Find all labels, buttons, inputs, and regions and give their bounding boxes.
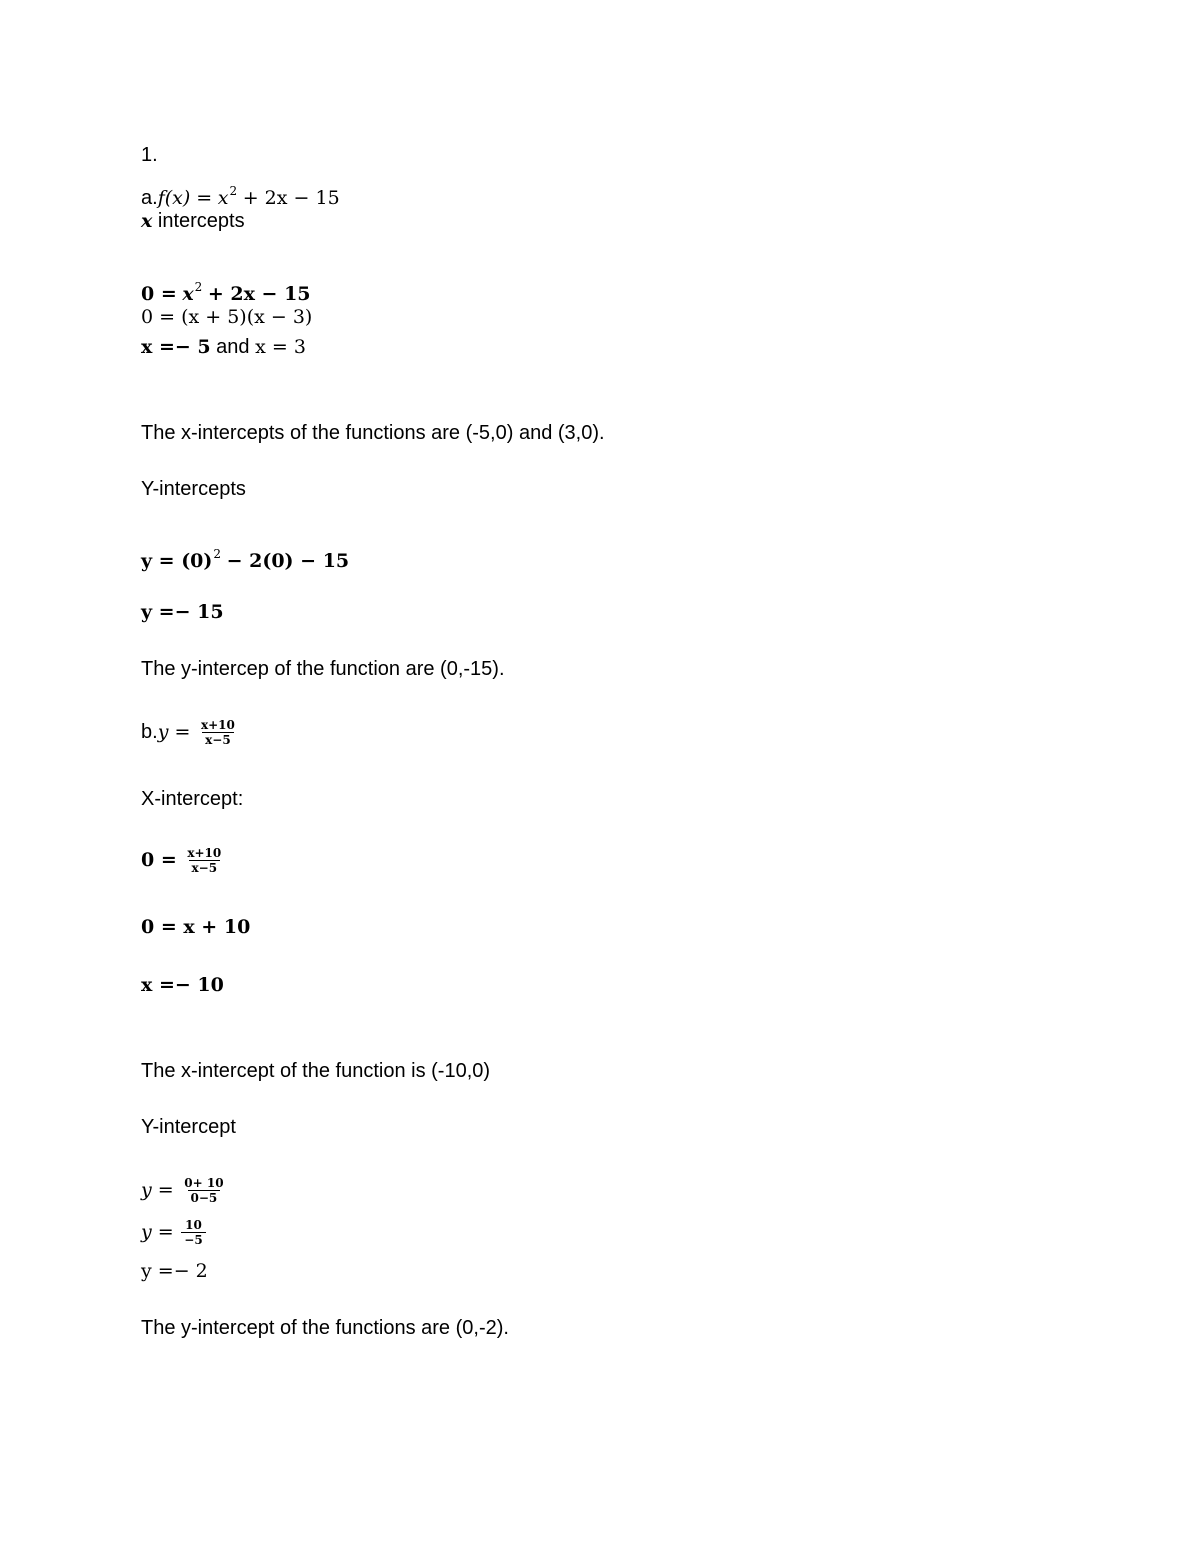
- step-3: [141, 334, 306, 360]
- part-b-fraction: [198, 718, 238, 747]
- step-3-a: x =− 5: [141, 336, 211, 358]
- y-step-1: [141, 541, 349, 574]
- problem-number: 1.: [141, 144, 158, 166]
- x-intercept-statement: The x-intercept of the function is (-10,0): [141, 1060, 491, 1082]
- step-1-rest: + 2x − 15: [207, 283, 311, 305]
- x-intercepts-heading: [141, 208, 245, 234]
- y-intercept-statement: The y-intercep of the function are (0,-15).: [141, 658, 505, 680]
- x-intercepts-statement: The x-intercepts of the functions are (-5,0) and (3,0).: [141, 422, 605, 444]
- b-y-step-3: y =− 2: [141, 1260, 208, 1282]
- x-intercepts-label: intercepts: [152, 210, 245, 232]
- b-step-1-numerator: x+10: [187, 846, 222, 860]
- step-3-b: x = 3: [255, 336, 306, 358]
- part-b-denominator: x−5: [202, 732, 234, 747]
- y-intercept-final: The y-intercept of the functions are (0,-2).: [141, 1317, 509, 1339]
- x-intercept-heading: X-intercept:: [141, 788, 244, 810]
- b-step-1-lhs: 0 =: [141, 848, 177, 871]
- x-variable: x: [141, 210, 153, 232]
- part-a-x: x: [217, 187, 229, 209]
- part-a-label: a.: [141, 187, 158, 209]
- b-y-step-1-lhs: y =: [141, 1178, 174, 1201]
- b-step-1-fraction: [184, 846, 224, 875]
- y-intercepts-heading: Y-intercepts: [141, 478, 246, 500]
- step-1-exponent: 2: [194, 280, 203, 294]
- step-3-and: and: [210, 336, 256, 358]
- b-y-step-1-fraction: [181, 1176, 226, 1205]
- step-1-lhs: 0 =: [141, 283, 177, 305]
- y-step-1-exponent: 2: [213, 547, 222, 561]
- part-a-lhs: f(x) =: [157, 187, 213, 209]
- y-step-1-lhs: y = (0): [141, 550, 213, 572]
- step-1-x: x: [182, 283, 194, 305]
- y-step-1-rest: − 2(0) − 15: [226, 550, 350, 572]
- part-b-equation: [141, 718, 238, 747]
- part-a-rest: + 2x − 15: [242, 187, 340, 209]
- step-2: 0 = (x + 5)(x − 3): [141, 306, 313, 328]
- part-b-numerator: x+10: [200, 718, 235, 732]
- b-step-3: x =− 10: [141, 974, 224, 996]
- b-y-step-2-numerator: 10: [185, 1218, 202, 1232]
- part-b-label: b.: [141, 720, 158, 743]
- y-step-2: y =− 15: [141, 601, 224, 623]
- b-y-step-1-numerator: 0+ 10: [184, 1176, 224, 1190]
- b-y-step-2-denominator: −5: [181, 1232, 205, 1247]
- b-step-1: [141, 846, 224, 875]
- b-y-step-2-fraction: [181, 1218, 205, 1247]
- b-y-step-1: [141, 1176, 227, 1205]
- b-y-step-2: [141, 1218, 206, 1247]
- step-1: [141, 274, 311, 307]
- part-a-exponent: 2: [229, 184, 238, 198]
- b-step-1-denominator: x−5: [189, 860, 221, 875]
- part-b-lhs: y =: [157, 720, 191, 743]
- b-y-step-1-denominator: 0−5: [188, 1190, 221, 1205]
- y-intercept-heading: Y-intercept: [141, 1116, 236, 1138]
- b-step-2: 0 = x + 10: [141, 916, 251, 938]
- part-a-equation: [141, 178, 340, 211]
- b-y-step-2-lhs: y =: [141, 1220, 174, 1243]
